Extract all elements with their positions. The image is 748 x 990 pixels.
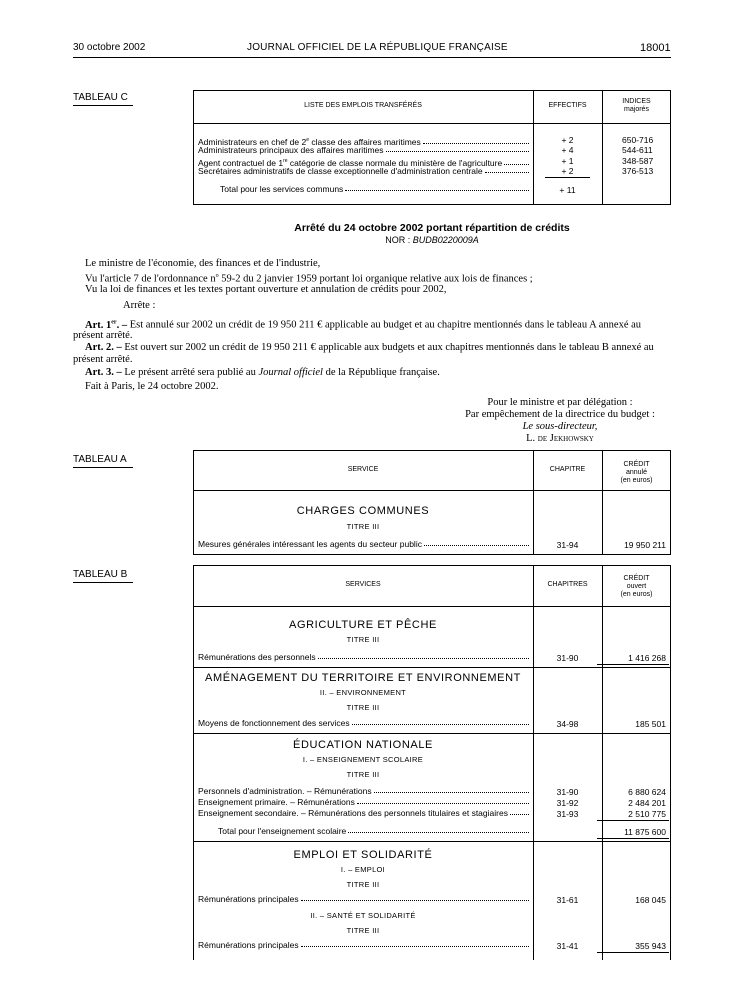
col-header-credit-unit: (en euros)	[620, 591, 653, 598]
chapitre-cell: 31-61	[556, 895, 579, 905]
credit-cell: 2 510 775	[628, 809, 666, 819]
tableau-a-label: TABLEAU A	[73, 454, 127, 465]
section-title: AGRICULTURE ET PÊCHE	[289, 619, 437, 631]
chapitre-cell: 31-92	[556, 798, 579, 808]
subsection-heading: II. – SANTÉ ET SOLIDARITÉ	[310, 911, 416, 920]
signatory-name: L. de Jekhowsky	[526, 433, 594, 444]
credit-cell: 185 501	[635, 719, 666, 729]
effectif-cell: + 1	[561, 156, 574, 166]
titre-heading: TITRE III	[346, 522, 380, 531]
indices-cell: 650-716	[622, 135, 654, 145]
chapitre-cell: 34-98	[556, 719, 579, 729]
table-row: Secrétaires administratifs de classe exceptionnelle d'administration centrale	[198, 166, 531, 176]
col-header-credit-unit: (en euros)	[620, 477, 653, 484]
table-row-total: Total pour les services communs	[220, 184, 531, 194]
indices-cell: 544-611	[622, 145, 653, 155]
indices-cell: 348-587	[622, 156, 654, 166]
section-title: EMPLOI ET SOLIDARITÉ	[293, 849, 433, 861]
col-header-indices: INDICES	[622, 98, 651, 105]
credit-cell: 2 484 201	[628, 798, 666, 808]
col-header-chapitre: CHAPITRE	[549, 466, 586, 473]
effectif-cell: + 2	[561, 135, 574, 145]
intro-line: Vu la loi de finances et les textes portant ouverture et annulation de crédits pour 2002,	[85, 284, 447, 295]
chapitre-cell: 31-90	[556, 653, 579, 663]
article-1: Art. 1er. – Est annulé sur 2002 un crédit de 19 950 211 € applicable au budget et au chapitre mentionnés dans le tableau A annexé au	[85, 319, 642, 331]
signature-line: Le sous-directeur,	[522, 421, 598, 432]
titre-heading: TITRE III	[346, 926, 380, 935]
tableau-c-label: TABLEAU C	[73, 92, 128, 103]
credit-cell: 6 880 624	[628, 787, 666, 797]
chapitre-cell: 31-41	[556, 941, 579, 951]
table-row-total: Total pour l'enseignement scolaire	[218, 826, 531, 836]
chapitre-cell: 31-94	[556, 540, 579, 550]
col-header-service: SERVICE	[347, 466, 379, 473]
credit-total: 11 875 600	[624, 827, 666, 837]
table-row: Enseignement primaire. – Rémunérations	[198, 797, 531, 807]
table-row: Administrateurs en chef de 2e classe des affaires maritimes	[198, 135, 531, 147]
subsection-heading: I. – EMPLOI	[340, 865, 386, 874]
table-row: Moyens de fonctionnement des services	[198, 718, 531, 728]
effectif-cell: + 4	[561, 145, 574, 155]
chapitre-cell: 31-93	[556, 809, 579, 819]
table-row: Agent contractuel de 1re catégorie de classe normale du ministère de l'agriculture	[198, 156, 531, 168]
col-header-credit: CRÉDIT	[623, 575, 650, 582]
indices-cell: 376-513	[622, 166, 654, 176]
table-row: Mesures générales intéressant les agents du secteur public	[198, 539, 531, 549]
section-title: AMÉNAGEMENT DU TERRITOIRE ET ENVIRONNEMENT	[205, 672, 521, 684]
credit-cell: 19 950 211	[624, 540, 666, 550]
signature-line: Pour le ministre et par délégation :	[487, 397, 633, 408]
col-header-credit: CRÉDIT	[623, 461, 650, 468]
subsection-heading: II. – ENVIRONNEMENT	[319, 688, 407, 697]
col-header-credit-sub: annulé	[625, 469, 648, 476]
col-header-services: SERVICES	[345, 581, 381, 588]
effectif-cell: + 2	[561, 166, 574, 176]
header-rule	[73, 57, 671, 58]
col-header-chapitres: CHAPITRES	[547, 581, 588, 588]
fait-a-paris: Fait à Paris, le 24 octobre 2002.	[85, 381, 219, 392]
table-row: Personnels d'administration. – Rémunérations	[198, 786, 531, 796]
article-3: Art. 3. – Le présent arrêté sera publié au Journal officiel de la République française.	[85, 367, 440, 378]
table-row: Enseignement secondaire. – Rémunérations des personnels titulaires et stagiaires	[198, 808, 531, 818]
nor-line: NOR : BUDB0220009A	[385, 235, 479, 245]
article-2-cont: présent arrêté.	[73, 354, 133, 365]
credit-cell: 355 943	[635, 941, 666, 951]
titre-heading: TITRE III	[346, 703, 380, 712]
credit-cell: 168 045	[635, 895, 666, 905]
arrete-title: Arrêté du 24 octobre 2002 portant répartition de crédits	[294, 222, 570, 234]
subtotal-rule	[545, 177, 590, 178]
section-title: ÉDUCATION NATIONALE	[293, 739, 433, 751]
signature-line: Par empêchement de la directrice du budget :	[465, 409, 655, 420]
col-header-credit-sub: ouvert	[626, 583, 647, 590]
table-row: Rémunérations des personnels	[198, 652, 531, 662]
arrete-word: Arrête :	[123, 300, 156, 311]
table-row: Rémunérations principales	[198, 894, 531, 904]
chapitre-cell: 31-90	[556, 787, 579, 797]
header-title: JOURNAL OFFICIEL DE LA RÉPUBLIQUE FRANÇAISE	[247, 42, 508, 53]
table-row: Administrateurs principaux des affaires maritimes	[198, 145, 531, 155]
subsection-heading: I. – ENSEIGNEMENT SCOLAIRE	[302, 755, 424, 764]
header-date: 30 octobre 2002	[73, 42, 146, 53]
credit-cell: 1 416 268	[628, 653, 666, 663]
titre-heading: TITRE III	[346, 880, 380, 889]
tableau-b-label: TABLEAU B	[73, 569, 127, 580]
intro-line: Le ministre de l'économie, des finances et de l'industrie,	[85, 258, 321, 269]
titre-heading: TITRE III	[346, 635, 380, 644]
col-header-indices-sub: majorés	[624, 106, 649, 113]
col-header-effectifs: EFFECTIFS	[548, 102, 587, 109]
titre-heading: TITRE III	[346, 770, 380, 779]
section-title: CHARGES COMMUNES	[296, 505, 430, 517]
effectif-total: + 11	[559, 185, 576, 195]
col-header-liste: LISTE DES EMPLOIS TRANSFÉRÉS	[304, 102, 422, 109]
article-1-cont: présent arrêté.	[73, 330, 133, 341]
table-row: Rémunérations principales	[198, 940, 531, 950]
article-2: Art. 2. – Est ouvert sur 2002 un crédit de 19 950 211 € applicable aux budgets et aux chapitres mentionnés dans le tableau B annexé au	[85, 342, 654, 353]
page-number: 18001	[640, 42, 671, 54]
